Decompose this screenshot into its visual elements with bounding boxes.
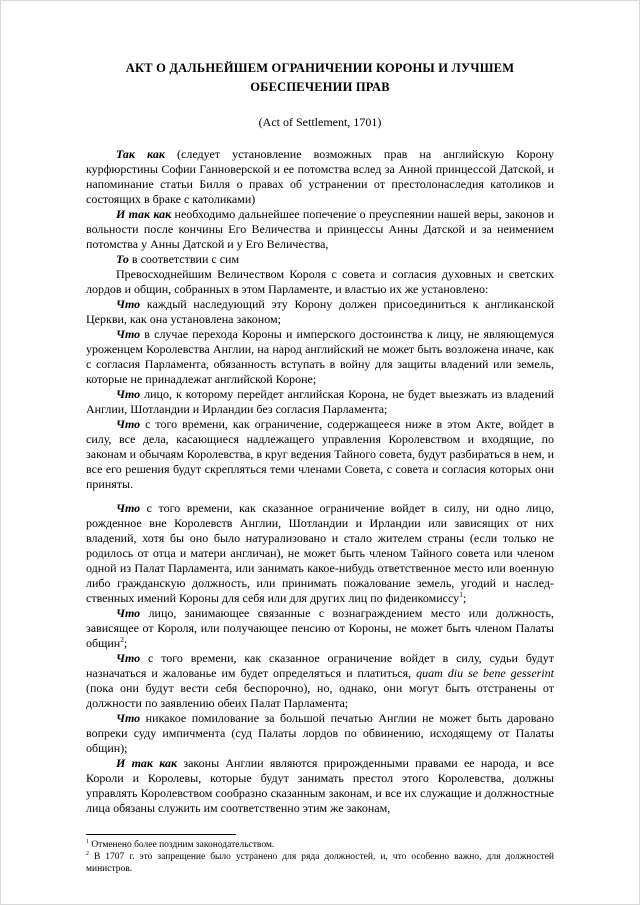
paragraph [86,711,554,756]
paragraph-text: необходимо дальнейшее попечение о преуспеянии нашей веры, законов и вольности после кончины Его Величества и принцессы Анны Датской и за неимением потомства у Анны Датской и у Его Величества, [86,207,554,252]
paragraph [86,651,554,711]
paragraph-text: (следует установление возможных прав на английскую Корону курфюрстины Софии Ганноверской и ее потомства вслед за Анной принцессой Датской, и напоминание статьи Билля о правах об устранении от престолонаследия католиков и состоящих в браке с католиками) [86,147,555,207]
paragraph-text: никакое помилование за большой печатью Англии не может быть даровано вопреки суду импичмента (суд Палаты лордов по обвинению, исходящему от Палаты общин); [86,711,554,756]
paragraph [86,207,554,252]
paragraph-lead: И так как [116,756,178,771]
paragraph-lead: Так как [116,147,165,162]
paragraph [86,252,554,267]
paragraph [86,267,554,297]
paragraph-lead: Что [116,501,141,516]
footnote-separator [86,834,236,835]
paragraph-text: в случае перехода Короны и имперского достоинства к лицу, не являющемуся уроженцем Королевства Англии, на народ английский не может быть возложена иначе, как с согласия Парламента, обязанность вступать в войну для защиты владений или земель, которые не принадлежат английской Короне; [86,327,554,387]
footnote-ref: 2 [120,635,124,645]
paragraph-lead: Что [116,387,141,402]
paragraph-text: с того времени, как сказанное ограничение войдет в силу, ни одно лицо, рожденное вне Королевств Англии, Шотландии и Ирландии или зависящих от них владений, хотя бы оно было натурализовано и стало жителем страны (если только не родилось от отца и матери англичан), не может быть членом Тайного совета или членом одной из Палат Парламента, или занимать какое-нибудь ответственное место или военную либо гражданскую должность, или принимать пожалование земель, угодий и наследственных имений Короны для себя или для других лиц по фидеикомиссу [86,501,554,606]
document-content [86,59,554,816]
document-body [86,147,554,816]
paragraph-lead: Что [116,651,141,666]
paragraph-text: Превосходнейшим Величеством Короля с совета и согласия духовных и светских лордов и общин, собранных в этом Парламенте, и властью их же установлено: [86,267,554,297]
footnote-text: В 1707 г. это запрещение было устранено для ряда должностей, и, что особенно важно, для должностей министров. [86,852,554,874]
footnotes-section [86,834,554,875]
document-subtitle: (Act of Settlement, 1701) [258,114,382,129]
paragraph [86,756,554,816]
paragraph [86,147,554,207]
paragraph [86,297,554,327]
paragraph-lead: Что [116,327,141,342]
paragraph [86,327,554,387]
paragraph-lead: И так как [116,207,172,222]
footnote-marker: 1 [86,838,89,845]
document-title: АКТ О ДАЛЬНЕЙШЕМ ОГРАНИЧЕНИИ КОРОНЫ И ЛУЧШЕМ ОБЕСПЕЧЕНИИ ПРАВ [125,61,515,95]
paragraph-lead: То [116,252,129,267]
paragraph-lead: Что [116,297,141,312]
paragraph-text: лицо, занимающее связанные с вознаграждением место или должность, зависящее от Короля, или получающее пенсию от Короны, не может быть членом Палаты общин [86,606,554,651]
paragraph-text: лицо, к которому перейдет английская Корона, не будет выезжать из владений Англии, Шотландии и Ирландии без согласия Парламента; [86,387,554,417]
paragraph [86,387,554,417]
footnote [86,839,554,851]
footnote-text: Отменено более поздним законодательством. [88,840,275,850]
paragraph-text: каждый наследующий эту Корону должен присоединиться к англиканской Церкви, как она установлена законом; [86,297,554,327]
paragraph-text: в соответствии с сим [128,252,240,267]
paragraph-lead: Что [116,417,141,432]
paragraph-lead: Что [116,711,141,726]
footnotes-list [86,839,554,875]
paragraph-text: (пока они будут вести себя беспорочно), но, однако, они могут быть отстранены от должности по заявлению обеих Палат Парламента; [86,681,554,711]
paragraph-lead: Что [116,606,141,621]
paragraph-text: ; [123,636,128,651]
paragraph [86,501,554,606]
footnote-marker: 2 [86,850,89,857]
footnote-ref: 1 [459,590,463,600]
paragraph [86,606,554,651]
latin-phrase: quam diu se bene gesserint [416,666,555,681]
paragraph [86,417,554,492]
paragraph-text: законы Англии являются прирожденными правами ее народа, и все Короли и Королевы, которые будут занимать престол этого Королевства, должны управлять Королевством сообразно сказанным законам, и все их служащие и должностные лица обязаны служить им соответственно этим же законам, [86,756,554,816]
footnote [86,851,554,875]
paragraph-text: с того времени, как сказанное ограничение войдет в силу, судьи будут назначаться и жалованье им будет определяться и платиться, [86,651,554,681]
paragraph-text: с того времени, как ограничение, содержащееся ниже в этом Акте, войдет в силу, все дела, касающиеся надлежащего управления Королевством и входящие, по законам и обычаям Королевства, в круг ведения Тайного совета, будут разбираться в нем, и все его решения будут скрепляться теми членами Совета, с совета и согласия которых они приняты. [86,417,554,492]
paragraph-text: ; [462,591,467,606]
